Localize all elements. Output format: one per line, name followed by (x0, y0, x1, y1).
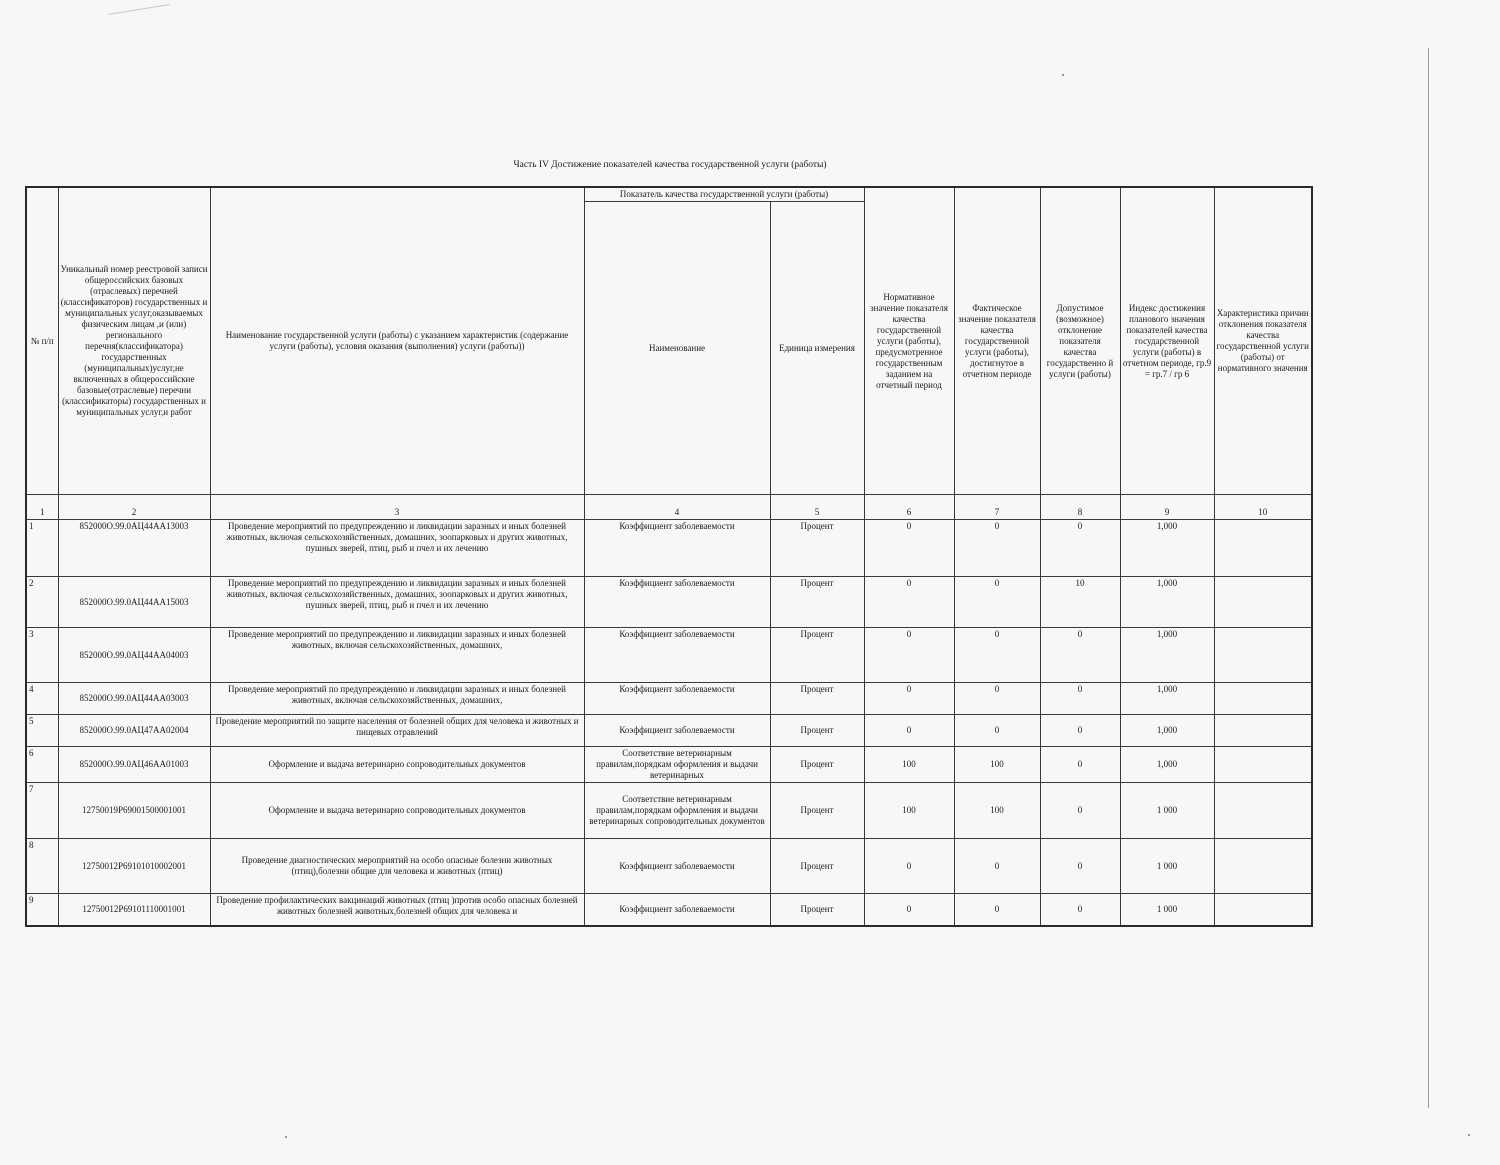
registry-code: 852000О.99.0АЦ44АА13003 (58, 520, 210, 577)
actual-value: 0 (954, 894, 1040, 927)
deviation-reason (1214, 628, 1312, 683)
registry-code: 852000О.99.0АЦ44АА04003 (58, 628, 210, 683)
deviation-reason (1214, 520, 1312, 577)
row-number: 7 (26, 783, 58, 839)
service-description-text: Проведение профилактических вакцинаций животных (птиц )против особо опасных болезней животных болезней животных,болезней общих для человека и (216, 895, 578, 916)
unit: Процент (770, 783, 864, 839)
header-deviation-reason: Характеристика причин отклонения показателя качества государственной услуги (работы) от нормативного значения (1214, 187, 1312, 495)
service-description: Проведение мероприятий по предупреждению и ликвидации заразных и иных болезней животных, включая сельскохозяйственных, домашних, (210, 628, 584, 683)
row-number: 5 (26, 715, 58, 747)
unit: Процент (770, 747, 864, 783)
unit: Процент (770, 577, 864, 628)
header-actual-value: Фактическое значение показателя качества государственной услуги (работы), достигнутое в отчетном периоде (954, 187, 1040, 495)
scan-speck (1062, 74, 1064, 76)
registry-code: 852000О.99.0АЦ46АА01003 (58, 747, 210, 783)
registry-code: 852000О.99.0АЦ47АА02004 (58, 715, 210, 747)
allowed-deviation: 0 (1040, 683, 1120, 715)
normative-value: 0 (864, 520, 954, 577)
indicator-name (584, 747, 770, 783)
table-row (26, 628, 1312, 683)
normative-value: 0 (864, 839, 954, 894)
achievement-index: 1 000 (1120, 894, 1214, 927)
service-description: Проведение диагностических мероприятий на особо опасные болезни животных (птиц),болезни общие для человека и животных (птиц) (210, 839, 584, 894)
scan-speck (1468, 1134, 1470, 1136)
indicator-name: Соответствие ветеринарным правилам,порядкам оформления и выдачи ветеринарных сопроводительных документов (584, 783, 770, 839)
row-number: 4 (26, 683, 58, 715)
table-row (26, 520, 1312, 577)
column-number: 4 (584, 495, 770, 520)
row-number: 6 (26, 747, 58, 783)
indicator-name: Коэффициент заболеваемости (584, 839, 770, 894)
header-unit: Единица измерения (770, 202, 864, 495)
column-number: 3 (210, 495, 584, 520)
actual-value: 0 (954, 839, 1040, 894)
header-row-number: № п/п (26, 187, 58, 495)
column-number: 1 (26, 495, 58, 520)
indicator-name: Коэффициент заболеваемости (584, 520, 770, 577)
actual-value: 0 (954, 577, 1040, 628)
indicator-name: Коэффициент заболеваемости (584, 628, 770, 683)
header-normative-value: Нормативное значение показателя качества государственной услуги (работы), предусмотренное государственным заданием на отчетный период (864, 187, 954, 495)
allowed-deviation: 10 (1040, 577, 1120, 628)
unit: Процент (770, 894, 864, 927)
unit: Процент (770, 628, 864, 683)
actual-value: 0 (954, 628, 1040, 683)
normative-value: 0 (864, 894, 954, 927)
normative-value: 100 (864, 783, 954, 839)
row-number: 8 (26, 839, 58, 894)
unit: Процент (770, 683, 864, 715)
service-description: Проведение мероприятий по предупреждению и ликвидации заразных и иных болезней животных, включая сельскохозяйственных, домашних, зоопарковых и других животных, пушных зверей, птиц, рыб и пчел и их лечению (210, 520, 584, 577)
achievement-index: 1 000 (1120, 783, 1214, 839)
row-number: 3 (26, 628, 58, 683)
normative-value: 0 (864, 577, 954, 628)
column-number: 6 (864, 495, 954, 520)
header-registry-code: Уникальный номер реестровой записи общероссийских базовых (отраслевых) перечней (классификаторов) государственных и муниципальных услуг,оказываемых физическим лицам ,и (или) регионального перечня(классификатора) государственных (муниципальных)услуг,не включенных в общероссийские базовые(отраслевые) перечни (классификаторы) государственных и муниципальных услуг,и работ (58, 187, 210, 495)
column-number: 9 (1120, 495, 1214, 520)
achievement-index: 1,000 (1120, 577, 1214, 628)
deviation-reason (1214, 683, 1312, 715)
service-description: Проведение мероприятий по предупреждению и ликвидации заразных и иных болезней животных, включая сельскохозяйственных, домашних, (210, 683, 584, 715)
column-number: 2 (58, 495, 210, 520)
actual-value: 100 (954, 747, 1040, 783)
table-row (26, 715, 1312, 747)
column-number: 7 (954, 495, 1040, 520)
normative-value: 0 (864, 628, 954, 683)
scan-edge-line (1428, 48, 1429, 1108)
achievement-index: 1,000 (1120, 715, 1214, 747)
registry-code: 852000О.99.0АЦ44АА15003 (58, 577, 210, 628)
indicator-name: Коэффициент заболеваемости (584, 577, 770, 628)
allowed-deviation: 0 (1040, 783, 1120, 839)
service-description (210, 894, 584, 927)
column-number-row (26, 495, 1312, 520)
deviation-reason (1214, 715, 1312, 747)
registry-code: 852000О.99.0АЦ44АА03003 (58, 683, 210, 715)
allowed-deviation: 0 (1040, 894, 1120, 927)
quality-indicators-table (25, 186, 1313, 927)
table-row (26, 894, 1312, 927)
achievement-index: 1,000 (1120, 520, 1214, 577)
normative-value: 0 (864, 683, 954, 715)
row-number: 9 (26, 894, 58, 927)
column-number: 8 (1040, 495, 1120, 520)
registry-code: 12750019Р69001500001001 (58, 783, 210, 839)
header-quality-indicator-group: Показатель качества государственной услуги (работы) (584, 187, 864, 202)
allowed-deviation: 0 (1040, 715, 1120, 747)
achievement-index: 1,000 (1120, 747, 1214, 783)
table-row (26, 747, 1312, 783)
registry-code: 12750012Р69101010002001 (58, 839, 210, 894)
normative-value: 0 (864, 715, 954, 747)
achievement-index: 1,000 (1120, 683, 1214, 715)
service-description: Оформление и выдача ветеринарно сопроводительных документов (210, 747, 584, 783)
row-number: 1 (26, 520, 58, 577)
table-row (26, 577, 1312, 628)
service-description: Оформление и выдача ветеринарно сопроводительных документов (210, 783, 584, 839)
allowed-deviation: 0 (1040, 628, 1120, 683)
table-row (26, 839, 1312, 894)
achievement-index: 1 000 (1120, 839, 1214, 894)
row-number: 2 (26, 577, 58, 628)
service-description: Проведение мероприятий по защите населения от болезней общих для человека и животных и пищевых отравлений (210, 715, 584, 747)
deviation-reason (1214, 577, 1312, 628)
actual-value: 0 (954, 715, 1040, 747)
table-row (26, 783, 1312, 839)
normative-value: 100 (864, 747, 954, 783)
header-achievement-index: Индекс достижения планового значения показателей качества государственной услуги (работы) в отчетном периоде, гр.9 = гр.7 / гр 6 (1120, 187, 1214, 495)
unit: Процент (770, 715, 864, 747)
indicator-name: Коэффициент заболеваемости (584, 715, 770, 747)
allowed-deviation: 0 (1040, 839, 1120, 894)
table-row (26, 683, 1312, 715)
scan-artifact-line (108, 4, 169, 15)
registry-code: 12750012Р69101110001001 (58, 894, 210, 927)
column-number: 10 (1214, 495, 1312, 520)
service-description: Проведение мероприятий по предупреждению и ликвидации заразных и иных болезней животных, включая сельскохозяйственных, домашних, зоопарковых и других животных, пушных зверей, птиц, рыб и пчел и их лечению (210, 577, 584, 628)
document-title: Часть IV Достижение показателей качества государственной услуги (работы) (513, 160, 827, 170)
indicator-name: Коэффициент заболеваемости (584, 683, 770, 715)
deviation-reason (1214, 894, 1312, 927)
scan-speck (285, 1136, 287, 1138)
unit: Процент (770, 520, 864, 577)
deviation-reason (1214, 839, 1312, 894)
deviation-reason (1214, 747, 1312, 783)
deviation-reason (1214, 783, 1312, 839)
indicator-name: Коэффициент заболеваемости (584, 894, 770, 927)
header-indicator-name: Наименование (584, 202, 770, 495)
unit: Процент (770, 839, 864, 894)
actual-value: 0 (954, 683, 1040, 715)
actual-value: 0 (954, 520, 1040, 577)
achievement-index: 1,000 (1120, 628, 1214, 683)
header-service-name: Наименование государственной услуги (работы) с указанием характеристик (содержание услуги (работы), условия оказания (выполнения) услуги (работы)) (210, 187, 584, 495)
header-allowed-deviation: Допустимое (возможное) отклонение показателя качества государственно й услуги (работы) (1040, 187, 1120, 495)
column-number: 5 (770, 495, 864, 520)
indicator-name-text: Соответствие ветеринарным правилам,порядкам оформления и выдачи ветеринарных (596, 748, 758, 780)
actual-value: 100 (954, 783, 1040, 839)
allowed-deviation: 0 (1040, 747, 1120, 783)
allowed-deviation: 0 (1040, 520, 1120, 577)
